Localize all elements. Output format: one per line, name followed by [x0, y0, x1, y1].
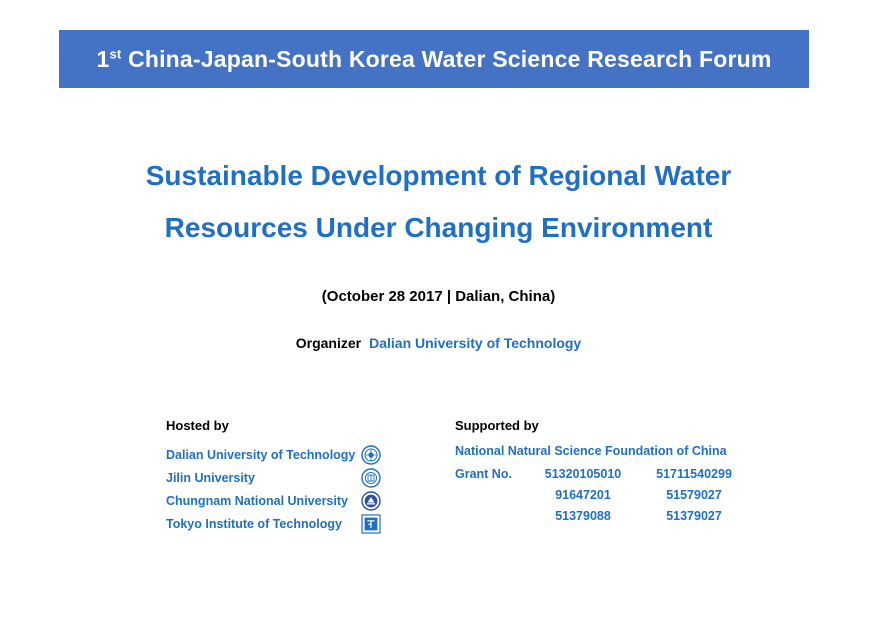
banner-ordinal-suffix: st — [109, 45, 122, 61]
date-location: (October 28 2017 | Dalian, China) — [321, 288, 556, 305]
grant-number: 51711540299 — [656, 467, 732, 481]
host-name: Chungnam National University — [166, 494, 348, 508]
forum-banner — [59, 30, 809, 88]
supported-by-section — [455, 418, 785, 530]
supported-by-heading: Supported by — [455, 418, 539, 433]
banner-title-text: China-Japan-South Korea Water Science Research Forum — [121, 45, 772, 72]
table-row — [455, 488, 749, 509]
banner-ordinal: 1 — [96, 45, 110, 72]
banner-title — [96, 46, 771, 73]
titech-logo-icon — [361, 514, 381, 534]
funder-name: National Natural Science Foundation of China — [455, 444, 727, 458]
grant-label: Grant No. — [455, 467, 512, 481]
grant-label-spacer — [455, 488, 527, 509]
list-item — [166, 467, 426, 489]
table-row — [455, 467, 749, 488]
hosted-by-heading: Hosted by — [166, 418, 229, 433]
organizer-label: Organizer — [295, 335, 362, 351]
grant-number: 91647201 — [555, 488, 611, 502]
list-item — [166, 513, 426, 535]
cnu-logo-icon — [361, 491, 381, 511]
organizer-name: Dalian University of Technology — [369, 335, 582, 351]
hosted-by-section — [166, 418, 426, 536]
host-name: Dalian University of Technology — [166, 448, 356, 462]
list-item — [166, 490, 426, 512]
organizer — [0, 335, 877, 351]
grant-number: 51379027 — [666, 509, 722, 523]
host-name: Tokyo Institute of Technology — [166, 517, 342, 531]
host-name: Jilin University — [166, 471, 255, 485]
grant-number: 51379088 — [555, 509, 611, 523]
grant-number: 51320105010 — [544, 467, 622, 481]
grant-number: 51579027 — [666, 488, 722, 502]
grant-label-spacer — [455, 509, 527, 530]
grant-number-table — [455, 467, 749, 530]
table-row — [455, 509, 749, 530]
page-title-line-1: Sustainable Development of Regional Water — [145, 160, 732, 191]
page-title — [0, 150, 877, 254]
page-title-line-2: Resources Under Changing Environment — [164, 212, 713, 243]
jlu-logo-icon — [361, 468, 381, 488]
list-item — [166, 444, 426, 466]
dut-logo-icon — [361, 445, 381, 465]
